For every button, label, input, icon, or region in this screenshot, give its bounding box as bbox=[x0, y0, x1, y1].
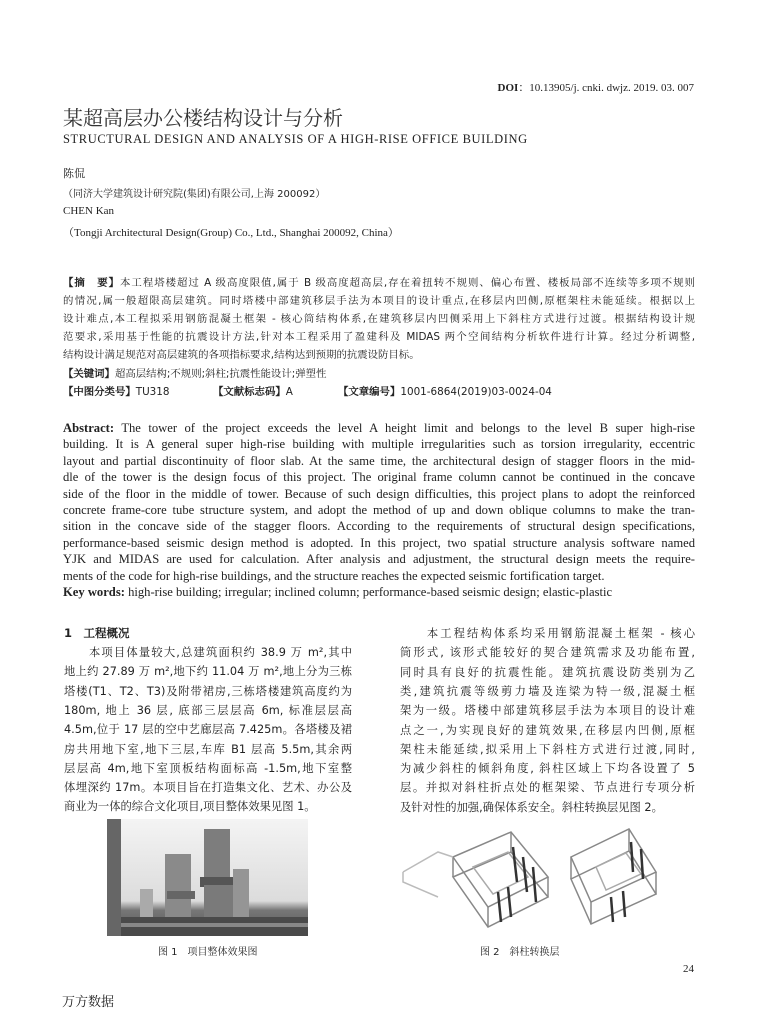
building-rendering bbox=[107, 819, 308, 936]
body-line: 本工程结构体系均采用钢筋混凝土框架 - 核心 bbox=[400, 627, 695, 640]
section-heading: 1 工程概况 bbox=[64, 626, 130, 640]
abstract-en-line: ments of the code for high-rise buildings, and the structure reaches the expected seismic fortification target. bbox=[63, 568, 605, 583]
abstract-en-line: performance-based seismic design method is adopted. In this project, two spatial structure analysis software named bbox=[63, 535, 695, 550]
body-line: 为减少斜柱的倾斜角度, 斜柱区域上下均各设置了 5 bbox=[400, 762, 695, 776]
classification-row: 【中图分类号】TU318 【文献标志码】A 【文章编号】1001-6864(2019)03-0024-04 bbox=[63, 386, 552, 398]
figure2-image bbox=[393, 822, 665, 932]
body-line: 4.5m,位于 17 层的空中艺廊层高 7.425m。各塔楼及裙 bbox=[64, 723, 352, 737]
body-line: 180m, 地上 36 层, 底部三层层高 6m, 标准层层高 bbox=[64, 703, 352, 717]
keywords-cn: 【关键词】超高层结构;不规则;斜柱;抗震性能设计;弹塑性 bbox=[63, 368, 327, 380]
author-en: CHEN Kan bbox=[63, 205, 115, 217]
body-line: 层层高 4m,地下室顶板结构面标高 -1.5m,地下室整 bbox=[64, 761, 352, 775]
abstract-en-line: Abstract: The tower of the project exceeds the level A height limit and belongs to the level B super high-rise bbox=[63, 421, 695, 435]
body-line: 体埋深约 17m。本项目旨在打造集文化、艺术、办公及 bbox=[64, 781, 352, 795]
body-line: 层。并拟对斜柱折点处的框架梁、节点进行专项分析 bbox=[400, 781, 695, 795]
page-number: 24 bbox=[683, 963, 694, 975]
title-cn: 某超高层办公楼结构设计与分析 bbox=[63, 106, 343, 130]
body-line: 架为一级。塔楼中部建筑移层手法为本项目的设计难 bbox=[400, 704, 695, 718]
abstract-en-line: side of the floor in the middle of tower. Because of such design difficulties, this project plans to adopt the reinforced bbox=[63, 486, 695, 501]
abstract-cn-line: 设计难点,本工程拟采用钢筋混凝土框架 - 核心筒结构体系,在建筑移层内凹侧采用上下斜柱方式进行过渡。根据结构设计规 bbox=[63, 313, 695, 325]
body-line: 同时具有良好的抗震性能。建筑抗震设防类别为乙 bbox=[400, 665, 695, 679]
abstract-cn-line: 的情况,属一般超限高层建筑。同时塔楼中部建筑移层手法为本项目的设计重点,在移层内凹侧,原框架柱未能延续。根据以上 bbox=[63, 295, 695, 307]
watermark: 万方数据 bbox=[62, 995, 115, 1010]
abstract-cn-line: 范要求,采用基于性能的抗震设计方法,针对本工程采用了盈建科及 MIDAS 两个空间结构分析软件进行计算。经过分析调整, bbox=[63, 331, 695, 343]
author-cn: 陈侃 bbox=[63, 167, 85, 180]
figure2-caption: 图 2 斜柱转换层 bbox=[480, 947, 560, 958]
keywords-en: Key words: high-rise building; irregular; inclined column; performance-based seismic design; elastic-plastic bbox=[63, 585, 613, 599]
abstract-en-line: concrete frame-core tube structure system, and adopt the method of up and down oblique columns to make the tran- bbox=[63, 503, 695, 517]
abstract-en-line: sition in the concave side of the stagger floors. According to the requirements of structural design specifications, bbox=[63, 519, 695, 534]
body-line: 房共用地下室,地下三层,车库 B1 层高 5.5m,其余两 bbox=[64, 742, 352, 756]
abstract-cn-line: 【摘 要】本工程塔楼超过 A 级高度限值,属于 B 级高度超高层,存在着扭转不规则、偏心布置、楼板局部不连续等多项不规则 bbox=[63, 277, 695, 289]
abstract-en-line: dle of the tower is the design focus of this project. The original frame column cannot be continued in the concave bbox=[63, 470, 695, 485]
body-line: 塔楼(T1、T2、T3)及附带裙房,三栋塔楼建筑高度约为 bbox=[64, 684, 352, 698]
abstract-en-line: YJK and MIDAS are used for calculation. After analysis and adjustment, the structural design meets the require- bbox=[63, 552, 695, 567]
abstract-en-line: building. It is A general super high-rise building with multiple irregularities such as torsion irregularity, eccentric bbox=[63, 437, 695, 452]
abstract-en-line: layout and partial discontinuity of floor slab. At the same time, the architectural design of stagger floors in the mid- bbox=[63, 453, 695, 468]
affiliation-en: （Tongji Architectural Design(Group) Co., Ltd., Shanghai 200092, China） bbox=[63, 227, 399, 239]
inclined-column-models bbox=[393, 822, 665, 932]
body-line: 类,建筑抗震等级剪力墙及连梁为特一级,混凝土框 bbox=[400, 684, 695, 698]
body-line: 架柱未能延续,拟采用上下斜柱方式进行过渡,同时, bbox=[400, 742, 695, 756]
body-line: 商业为一体的综合文化项目,项目整体效果见图 1。 bbox=[64, 800, 316, 814]
affiliation-cn: （同济大学建筑设计研究院(集团)有限公司,上海 200092） bbox=[63, 189, 326, 200]
title-en: STRUCTURAL DESIGN AND ANALYSIS OF A HIGH-RISE OFFICE BUILDING bbox=[63, 132, 528, 146]
doi: DOI：10.13905/j. cnki. dwjz. 2019. 03. 007 bbox=[497, 82, 694, 94]
body-line: 地上约 27.89 万 m²,地下约 11.04 万 m²,地上分为三栋 bbox=[64, 665, 352, 679]
abstract-cn-line: 结构设计满足规范对高层建筑的各项指标要求,结构达到预期的抗震设防目标。 bbox=[63, 349, 420, 361]
figure1-caption: 图 1 项目整体效果图 bbox=[158, 947, 258, 958]
figure1-image bbox=[107, 819, 308, 936]
body-line: 本项目体量较大,总建筑面积约 38.9 万 m²,其中 bbox=[64, 646, 352, 659]
body-line: 筒形式, 该形式能较好的契合建筑需求及功能布置, bbox=[400, 646, 695, 660]
body-line: 点之一,为实现良好的建筑效果,在移层内凹侧,原框 bbox=[400, 723, 695, 737]
body-line: 及针对性的加强,确保体系安全。斜柱转换层见图 2。 bbox=[400, 800, 663, 814]
